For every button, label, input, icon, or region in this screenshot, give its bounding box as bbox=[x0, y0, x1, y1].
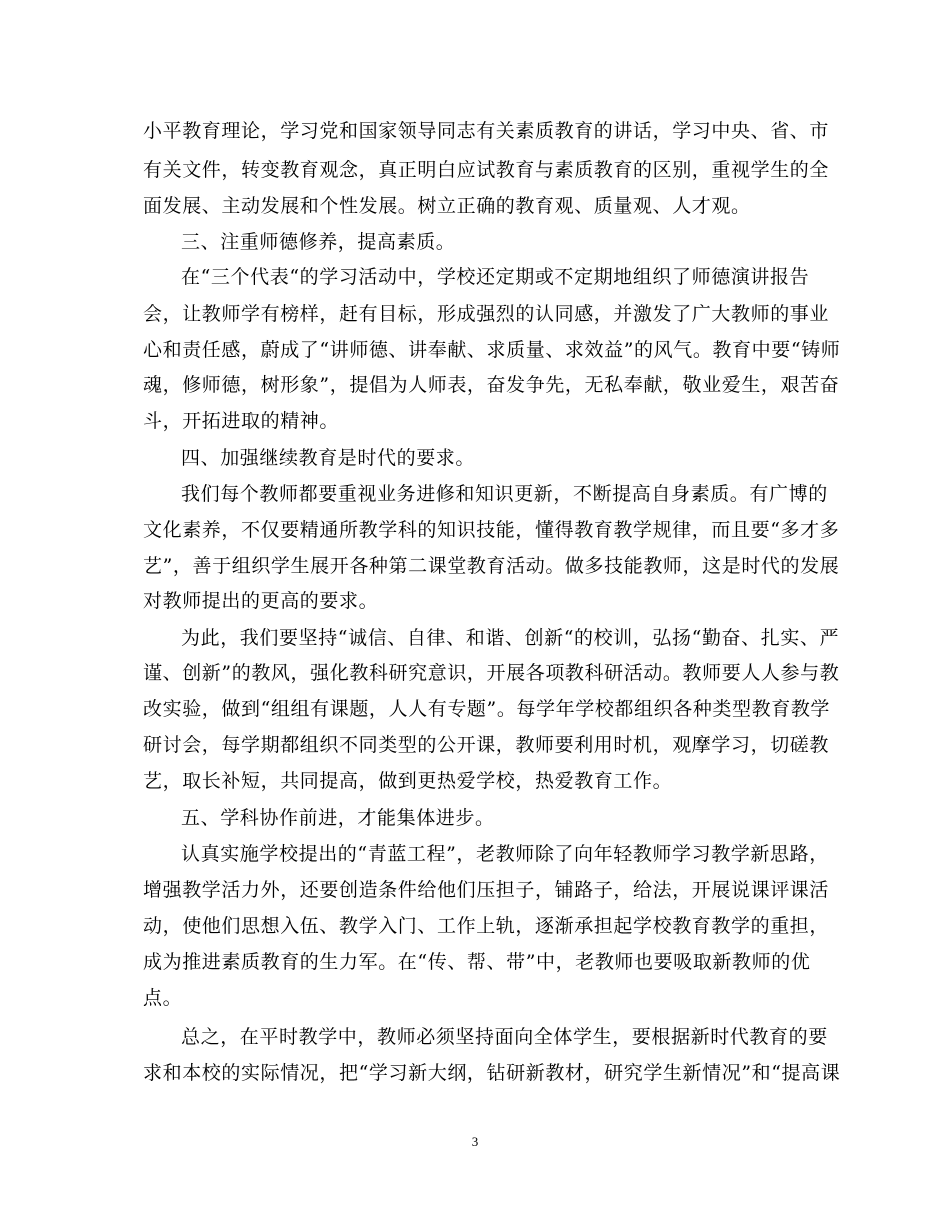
text-line: 为此，我们要坚持“诚信、自律、和谐、创新“的校训，弘扬“勤奋、扎实、严 bbox=[181, 627, 840, 649]
text-line: 成为推进素质教育的生力军。在“传、帮、带”中，老教师也要吸取新教师的优 bbox=[143, 951, 811, 973]
text-line: 小平教育理论，学习党和国家领导同志有关素质教育的讲话，学习中央、省、市 bbox=[143, 120, 830, 142]
section-heading: 四、加强继续教育是时代的要求。 bbox=[181, 447, 476, 469]
text-line: 斗，开拓进取的精神。 bbox=[143, 410, 340, 432]
text-line: 艺”，善于组织学生展开各种第二课堂教育活动。做多技能教师，这是时代的发展 bbox=[143, 555, 840, 577]
text-line: 认真实施学校提出的“青蓝工程”，老教师除了向年轻教师学习教学新思路， bbox=[181, 843, 829, 865]
text-line: 对教师提出的更高的要求。 bbox=[143, 590, 379, 612]
text-line: 会，让教师学有榜样，赶有目标，形成强烈的认同感，并激发了广大教师的事业 bbox=[143, 303, 830, 325]
text-line: 在“三个代表“的学习活动中，学校还定期或不定期地组织了师德演讲报告 bbox=[181, 266, 810, 288]
text-line: 点。 bbox=[143, 987, 183, 1009]
text-line: 总之，在平时教学中，教师必须坚持面向全体学生，要根据新时代教育的要 bbox=[181, 1026, 828, 1048]
text-line: 魂，修师德，树形象”，提倡为人师表，奋发争先，无私奉献，敬业爱生，艰苦奋 bbox=[143, 374, 840, 396]
page-number: 3 bbox=[471, 1134, 479, 1149]
text-line: 增强教学活力外，还要创造条件给他们压担子，铺路子，给法，开展说课评课活 bbox=[143, 879, 830, 901]
text-line: 文化素养，不仅要精通所教学科的知识技能，懂得教育教学规律，而且要“多才多 bbox=[143, 519, 840, 541]
text-line: 谨、创新”的教风，强化教科研究意识，开展各项教科研活动。教师要人人参与教 bbox=[143, 662, 840, 684]
text-line: 研讨会，每学期都组织不同类型的公开课，教师要利用时机，观摩学习，切磋教 bbox=[143, 734, 830, 756]
text-line: 面发展、主动发展和个性发展。树立正确的教育观、质量观、人才观。 bbox=[143, 195, 751, 217]
section-heading: 三、注重师德修养，提高素质。 bbox=[181, 231, 456, 253]
text-line: 心和责任感，蔚成了“讲师德、讲奉献、求质量、求效益”的风气。教育中要“铸师 bbox=[143, 339, 841, 361]
text-line: 动，使他们思想入伍、教学入门、工作上轨，逐渐承担起学校教育教学的重担， bbox=[143, 915, 830, 937]
text-line: 我们每个教师都要重视业务进修和知识更新，不断提高自身素质。有广博的 bbox=[181, 483, 828, 505]
text-line: 改实验，做到“组组有课题，人人有专题”。每学年学校都组织各种类型教育教学 bbox=[143, 698, 831, 720]
text-line: 求和本校的实际情况，把“学习新大纲，钻研新教材，研究学生新情况”和“提高课 bbox=[143, 1062, 841, 1084]
text-line: 艺，取长补短，共同提高，做到更热爱学校，热爱教育工作。 bbox=[143, 770, 673, 792]
text-line: 有关文件，转变教育观念，真正明白应试教育与素质教育的区别，重视学生的全 bbox=[143, 159, 830, 181]
section-heading: 五、学科协作前进，才能集体进步。 bbox=[181, 807, 495, 829]
